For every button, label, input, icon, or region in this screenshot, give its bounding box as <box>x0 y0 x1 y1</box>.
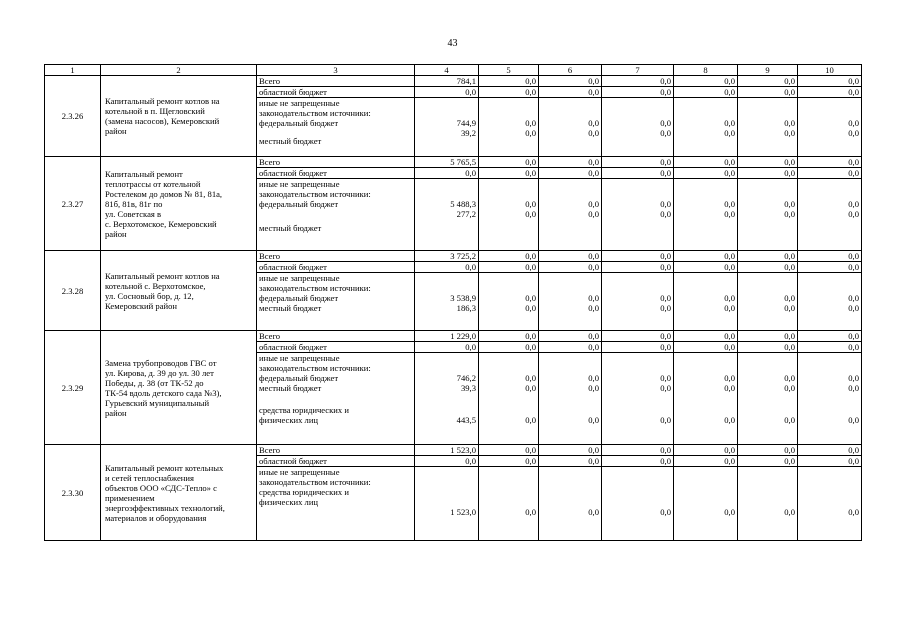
value-line: 0,0 <box>848 415 859 425</box>
table-row <box>45 76 862 87</box>
label-line: местный бюджет <box>259 136 322 146</box>
name-line: Капитальный ремонт <box>105 168 183 179</box>
source-label: областной бюджет <box>257 262 415 273</box>
value-line: 0,0 <box>525 118 536 128</box>
value-cell <box>602 467 674 541</box>
value-cell <box>674 179 738 251</box>
value-cell: 0,0 <box>798 331 862 342</box>
value-cell: 0,0 <box>738 157 798 168</box>
value-cell: 0,0 <box>479 76 539 87</box>
value-cell <box>415 353 479 445</box>
value-cell: 3 725,2 <box>415 251 479 262</box>
label-line: федеральный бюджет <box>259 373 339 383</box>
value-line: 0,0 <box>848 199 859 209</box>
value-cell: 0,0 <box>602 76 674 87</box>
value-cell: 1 229,0 <box>415 331 479 342</box>
value-cell: 0,0 <box>415 168 479 179</box>
value-line: 0,0 <box>588 415 599 425</box>
value-line: 0,0 <box>848 118 859 128</box>
column-header: 9 <box>738 65 798 76</box>
name-line: ТК-54 вдоль детского сада №3), <box>105 387 222 398</box>
value-line: 0,0 <box>525 199 536 209</box>
value-cell: 0,0 <box>539 168 602 179</box>
value-line: 0,0 <box>588 507 599 517</box>
value-line: 39,2 <box>460 128 476 138</box>
value-cell: 0,0 <box>479 157 539 168</box>
value-cell <box>738 179 798 251</box>
value-line: 0,0 <box>724 128 735 138</box>
value-line: 0,0 <box>848 303 859 313</box>
source-label <box>257 98 415 157</box>
value-cell <box>798 98 862 157</box>
name-line: ул. Сосновый бор, д. 12, <box>105 290 194 301</box>
value-cell: 0,0 <box>415 456 479 467</box>
value-cell: 0,0 <box>602 87 674 98</box>
label-line: местный бюджет <box>259 223 322 233</box>
value-cell: 0,0 <box>738 456 798 467</box>
value-line: 443,5 <box>456 415 476 425</box>
value-cell: 0,0 <box>539 87 602 98</box>
label-line: законодательством источники: <box>259 189 371 199</box>
value-cell: 0,0 <box>539 157 602 168</box>
value-cell: 0,0 <box>674 157 738 168</box>
value-line: 0,0 <box>660 383 671 393</box>
value-cell: 0,0 <box>738 87 798 98</box>
value-cell: 0,0 <box>674 331 738 342</box>
value-line: 0,0 <box>525 415 536 425</box>
value-cell <box>798 273 862 331</box>
value-cell <box>539 273 602 331</box>
value-line: 0,0 <box>588 373 599 383</box>
value-cell: 0,0 <box>674 262 738 273</box>
source-label: Всего <box>257 76 415 87</box>
value-line: 0,0 <box>525 209 536 219</box>
label-line: иные не запрещенные <box>259 353 340 363</box>
value-line: 0,0 <box>588 209 599 219</box>
name-line: энергоэффективных технологий, <box>105 502 225 513</box>
value-cell: 0,0 <box>674 87 738 98</box>
value-cell <box>479 353 539 445</box>
value-line: 0,0 <box>660 373 671 383</box>
value-line: 0,0 <box>784 209 795 219</box>
name-line: Ростелеком до домов № 81, 81а, <box>105 188 223 199</box>
value-line: 0,0 <box>660 415 671 425</box>
value-cell: 0,0 <box>798 157 862 168</box>
value-cell: 0,0 <box>798 342 862 353</box>
label-line: иные не запрещенные <box>259 273 340 283</box>
label-line: федеральный бюджет <box>259 293 339 303</box>
column-header: 8 <box>674 65 738 76</box>
row-name <box>101 251 257 331</box>
value-cell: 0,0 <box>602 251 674 262</box>
label-line: законодательством источники: <box>259 363 371 373</box>
name-line: ул. Советская в <box>105 208 162 219</box>
value-cell: 0,0 <box>674 445 738 456</box>
column-header: 7 <box>602 65 674 76</box>
value-line: 0,0 <box>660 118 671 128</box>
value-line: 0,0 <box>525 303 536 313</box>
column-header: 3 <box>257 65 415 76</box>
value-cell <box>539 467 602 541</box>
name-line: Замена трубопроводов ГВС от <box>105 357 217 368</box>
value-cell: 0,0 <box>674 456 738 467</box>
value-line: 0,0 <box>784 507 795 517</box>
value-cell: 0,0 <box>738 76 798 87</box>
value-cell: 0,0 <box>539 251 602 262</box>
label-line: законодательством источники: <box>259 283 371 293</box>
value-cell: 0,0 <box>798 168 862 179</box>
value-line: 0,0 <box>724 507 735 517</box>
value-cell: 0,0 <box>674 342 738 353</box>
value-line: 0,0 <box>660 293 671 303</box>
value-line: 746,2 <box>456 373 476 383</box>
value-cell <box>738 273 798 331</box>
value-cell: 0,0 <box>415 342 479 353</box>
name-line: Кемеровский район <box>105 300 178 311</box>
label-line: законодательством источники: <box>259 477 371 487</box>
value-cell <box>602 353 674 445</box>
value-line: 186,3 <box>456 303 476 313</box>
value-cell: 0,0 <box>479 251 539 262</box>
value-cell: 0,0 <box>798 76 862 87</box>
value-cell <box>415 273 479 331</box>
row-name <box>101 76 257 157</box>
label-line: местный бюджет <box>259 303 322 313</box>
value-line: 1 523,0 <box>450 507 476 517</box>
value-cell: 0,0 <box>602 445 674 456</box>
value-cell <box>674 353 738 445</box>
label-line: федеральный бюджет <box>259 118 339 128</box>
value-cell: 0,0 <box>602 157 674 168</box>
value-line: 0,0 <box>784 118 795 128</box>
column-header: 6 <box>539 65 602 76</box>
value-line: 0,0 <box>588 199 599 209</box>
value-cell <box>539 98 602 157</box>
value-cell <box>798 179 862 251</box>
value-line: 0,0 <box>525 293 536 303</box>
value-cell <box>738 98 798 157</box>
value-cell <box>415 98 479 157</box>
budget-table <box>44 64 862 541</box>
label-line: иные не запрещенные <box>259 467 340 477</box>
value-line: 3 538,9 <box>450 293 476 303</box>
row-number: 2.3.26 <box>45 76 101 157</box>
value-line: 0,0 <box>784 293 795 303</box>
value-cell: 0,0 <box>738 342 798 353</box>
label-line: местный бюджет <box>259 383 322 393</box>
source-label: областной бюджет <box>257 342 415 353</box>
value-cell: 0,0 <box>798 87 862 98</box>
value-cell <box>738 353 798 445</box>
source-label: областной бюджет <box>257 168 415 179</box>
value-line: 0,0 <box>660 507 671 517</box>
value-line: 0,0 <box>525 383 536 393</box>
value-line: 0,0 <box>848 209 859 219</box>
value-cell <box>674 467 738 541</box>
name-line: Победы, д. 38 (от ТК-52 до <box>105 377 204 388</box>
value-cell: 784,1 <box>415 76 479 87</box>
value-cell: 0,0 <box>798 456 862 467</box>
value-line: 0,0 <box>848 383 859 393</box>
column-header: 10 <box>798 65 862 76</box>
value-cell <box>798 467 862 541</box>
value-line: 39,3 <box>460 383 476 393</box>
value-cell: 5 765,5 <box>415 157 479 168</box>
value-line: 0,0 <box>525 507 536 517</box>
column-header: 4 <box>415 65 479 76</box>
value-cell: 0,0 <box>415 87 479 98</box>
source-label <box>257 353 415 445</box>
value-cell: 0,0 <box>415 262 479 273</box>
value-cell: 1 523,0 <box>415 445 479 456</box>
value-line: 0,0 <box>660 199 671 209</box>
value-cell <box>674 273 738 331</box>
name-line: применением <box>105 492 155 503</box>
value-cell <box>479 273 539 331</box>
value-line: 0,0 <box>588 293 599 303</box>
value-cell <box>415 467 479 541</box>
value-cell: 0,0 <box>539 456 602 467</box>
value-cell: 0,0 <box>738 262 798 273</box>
row-number: 2.3.27 <box>45 157 101 251</box>
value-line: 0,0 <box>588 118 599 128</box>
value-line: 0,0 <box>724 118 735 128</box>
value-cell: 0,0 <box>539 342 602 353</box>
value-line: 0,0 <box>588 303 599 313</box>
name-line: материалов и оборудования <box>105 512 207 523</box>
value-cell: 0,0 <box>738 445 798 456</box>
table-row <box>45 157 862 168</box>
value-line: 0,0 <box>588 383 599 393</box>
value-cell <box>798 353 862 445</box>
value-cell: 0,0 <box>539 331 602 342</box>
value-cell <box>602 273 674 331</box>
value-cell: 0,0 <box>539 445 602 456</box>
value-cell <box>738 467 798 541</box>
value-cell: 0,0 <box>602 168 674 179</box>
name-line: объектов ООО «СДС-Тепло» с <box>105 482 217 493</box>
label-line: средства юридических и <box>259 405 349 415</box>
value-line: 0,0 <box>724 373 735 383</box>
value-cell: 0,0 <box>479 331 539 342</box>
value-cell: 0,0 <box>602 331 674 342</box>
row-number: 2.3.30 <box>45 445 101 541</box>
row-name <box>101 331 257 445</box>
table-row <box>45 445 862 456</box>
source-label <box>257 179 415 251</box>
source-label: Всего <box>257 157 415 168</box>
value-cell: 0,0 <box>539 262 602 273</box>
name-line: ул. Кирова, д. 39 до ул. 30 лет <box>105 367 214 378</box>
value-cell: 0,0 <box>738 331 798 342</box>
value-line: 0,0 <box>588 128 599 138</box>
value-cell: 0,0 <box>738 251 798 262</box>
label-line: законодательством источники: <box>259 108 371 118</box>
value-line: 0,0 <box>724 415 735 425</box>
value-line: 0,0 <box>724 383 735 393</box>
value-line: 0,0 <box>660 303 671 313</box>
value-cell: 0,0 <box>539 76 602 87</box>
value-cell: 0,0 <box>602 342 674 353</box>
label-line: физических лиц <box>259 415 319 425</box>
value-line: 0,0 <box>784 303 795 313</box>
column-header: 5 <box>479 65 539 76</box>
source-label: Всего <box>257 331 415 342</box>
value-cell: 0,0 <box>798 445 862 456</box>
name-line: район <box>105 228 127 239</box>
value-line: 0,0 <box>784 199 795 209</box>
value-cell <box>479 98 539 157</box>
value-line: 0,0 <box>784 128 795 138</box>
column-header: 1 <box>45 65 101 76</box>
value-line: 0,0 <box>848 373 859 383</box>
table-row <box>45 331 862 342</box>
source-label: Всего <box>257 251 415 262</box>
value-line: 0,0 <box>525 128 536 138</box>
value-line: 0,0 <box>784 373 795 383</box>
value-cell <box>415 179 479 251</box>
name-line: и сетей теплоснабжения <box>105 472 194 483</box>
value-line: 0,0 <box>848 293 859 303</box>
value-line: 0,0 <box>525 373 536 383</box>
name-line: Капитальный ремонт котлов на <box>105 96 220 106</box>
value-cell: 0,0 <box>674 76 738 87</box>
name-line: котельной в п. Щегловский <box>105 106 205 116</box>
value-cell: 0,0 <box>798 251 862 262</box>
source-label: областной бюджет <box>257 87 415 98</box>
source-label: областной бюджет <box>257 456 415 467</box>
value-line: 0,0 <box>660 128 671 138</box>
value-line: 0,0 <box>724 199 735 209</box>
label-line: иные не запрещенные <box>259 98 340 108</box>
row-number: 2.3.29 <box>45 331 101 445</box>
value-cell: 0,0 <box>479 262 539 273</box>
value-line: 0,0 <box>724 303 735 313</box>
table-row <box>45 251 862 262</box>
name-line: с. Верхотомское, Кемеровский <box>105 218 217 229</box>
value-line: 0,0 <box>724 209 735 219</box>
value-cell <box>479 179 539 251</box>
label-line: иные не запрещенные <box>259 179 340 189</box>
value-line: 277,2 <box>456 209 476 219</box>
value-cell <box>479 467 539 541</box>
value-cell: 0,0 <box>479 342 539 353</box>
value-line: 0,0 <box>848 507 859 517</box>
source-label <box>257 467 415 541</box>
source-label <box>257 273 415 331</box>
name-line: Капитальный ремонт котлов на <box>105 270 220 281</box>
column-header: 2 <box>101 65 257 76</box>
name-line: Капитальный ремонт котельных <box>105 462 224 473</box>
row-name <box>101 157 257 251</box>
label-line: средства юридических и <box>259 487 349 497</box>
value-line: 0,0 <box>660 209 671 219</box>
page-number: 43 <box>447 38 458 49</box>
value-line: 5 488,3 <box>450 199 476 209</box>
value-cell: 0,0 <box>798 262 862 273</box>
row-name <box>101 445 257 541</box>
value-cell: 0,0 <box>674 168 738 179</box>
value-line: 0,0 <box>784 415 795 425</box>
source-label: Всего <box>257 445 415 456</box>
value-cell <box>602 98 674 157</box>
value-line: 0,0 <box>848 128 859 138</box>
value-cell: 0,0 <box>738 168 798 179</box>
row-number: 2.3.28 <box>45 251 101 331</box>
column-header-row <box>45 65 862 76</box>
name-line: Гурьевский муниципальный <box>105 397 210 408</box>
label-line: федеральный бюджет <box>259 199 339 209</box>
value-cell: 0,0 <box>479 87 539 98</box>
value-cell: 0,0 <box>674 251 738 262</box>
name-line: 81б, 81в, 81г по <box>105 198 163 209</box>
name-line: район <box>105 407 127 418</box>
value-line: 0,0 <box>784 383 795 393</box>
value-cell: 0,0 <box>602 262 674 273</box>
value-cell: 0,0 <box>479 168 539 179</box>
value-cell: 0,0 <box>479 456 539 467</box>
name-line: котельной с. Верхотомское, <box>105 280 206 291</box>
value-cell <box>674 98 738 157</box>
name-line: (замена насосов), Кемеровский <box>105 116 220 126</box>
value-line: 0,0 <box>724 293 735 303</box>
label-line: физических лиц <box>259 497 319 507</box>
name-line: район <box>105 126 127 136</box>
value-cell <box>539 179 602 251</box>
name-line: теплотрассы от котельной <box>105 178 201 189</box>
value-cell <box>539 353 602 445</box>
value-line: 744,9 <box>456 118 476 128</box>
value-cell: 0,0 <box>479 445 539 456</box>
value-cell: 0,0 <box>602 456 674 467</box>
value-cell <box>602 179 674 251</box>
